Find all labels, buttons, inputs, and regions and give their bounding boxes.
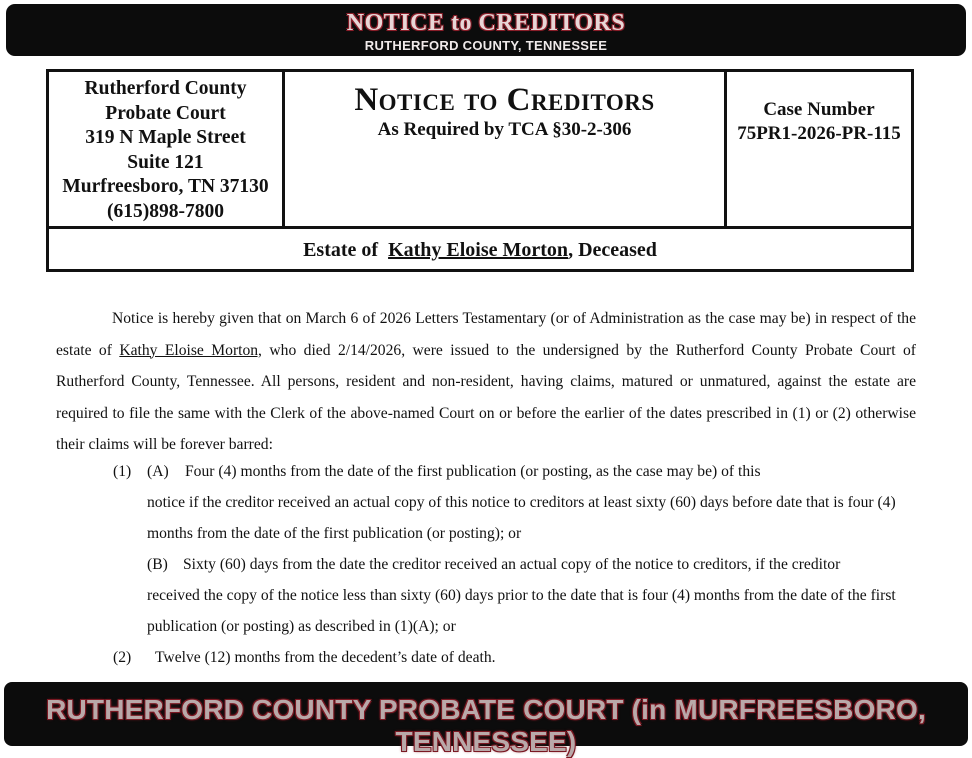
address-line: Rutherford County — [84, 78, 247, 99]
item-2-label: (2) — [113, 649, 132, 666]
decedent-name-inline: Kathy Eloise Morton, — [119, 341, 262, 359]
item-1-label: (1) — [113, 463, 132, 480]
notice-paragraph — [56, 303, 916, 461]
bottom-banner-title: RUTHERFORD COUNTY PROBATE COURT (in MURFREESBORO, TENNESSEE) — [46, 694, 926, 757]
item-1a-text: notice if the creditor received an actual copy of this notice to creditors at least sixty (60) days before date that is four (4) — [147, 494, 896, 511]
top-banner — [6, 4, 966, 56]
estate-line — [49, 226, 911, 269]
case-number-cell — [727, 72, 911, 226]
notice-body — [56, 303, 916, 461]
case-number-label: Case Number — [763, 99, 875, 120]
address-line: Suite 121 — [127, 151, 204, 173]
address-line: Probate Court — [105, 102, 226, 124]
estate-prefix: Estate of — [303, 239, 379, 261]
item-1a-text: Four (4) months from the date of the first publication (or posting, as the case may be) of this — [185, 463, 761, 480]
banner-title: NOTICE to CREDITORS — [346, 10, 626, 36]
paragraph-text: Notice is hereby given that on March 6 of 2026 Letters Testamentary (or of Administration as the case may be) in respect of the estate of — [56, 310, 916, 359]
address-line: Murfreesboro, TN 37130 — [62, 176, 269, 197]
item-1a-text: months from the date of the first publication (or posting); or — [147, 525, 522, 542]
bottom-banner — [4, 682, 968, 757]
item-1b-label: (B) — [147, 556, 168, 573]
statute-reference: As Required by TCA §30-2-306 — [377, 119, 632, 140]
court-address — [49, 72, 285, 226]
item-1b-text: received the copy of the notice less than sixty (60) days prior to the date that is four (4) months from the date of the first — [147, 587, 896, 604]
banner-subtitle: RUTHERFORD COUNTY, TENNESSEE — [364, 38, 608, 53]
item-1b-text: Sixty (60) days from the date the creditor received an actual copy of the notice to creditors, if the creditor — [183, 556, 841, 573]
paragraph-text: who died 2/14/2026, were issued to the undersigned by the Rutherford County Probate Court of Rutherford County, Tennessee. All persons, resident and non-resident, having claims, matured or unmatured, against the estate are required to file the same with the Clerk of the above-named Court on or before the earlier of the dates prescribed in (1) or (2) otherwise their claims will be forever barred: — [56, 341, 916, 453]
decedent-name: Kathy Eloise Morton — [388, 239, 569, 261]
item-1b-text: publication (or posting) as described in (1)(A); or — [147, 618, 456, 635]
estate-suffix: , Deceased — [568, 239, 657, 261]
item-2-text: Twelve (12) months from the decedent’s date of death. — [155, 649, 496, 666]
item-1a-label: (A) — [147, 463, 169, 480]
notice-header-table — [46, 69, 914, 272]
notice-title-cell — [285, 72, 727, 226]
notice-title: Notice to Creditors — [354, 82, 655, 118]
case-number: 75PR1-2026-PR-115 — [737, 123, 901, 144]
address-line: (615)898-7800 — [107, 200, 224, 222]
address-line: 319 N Maple Street — [85, 127, 246, 148]
